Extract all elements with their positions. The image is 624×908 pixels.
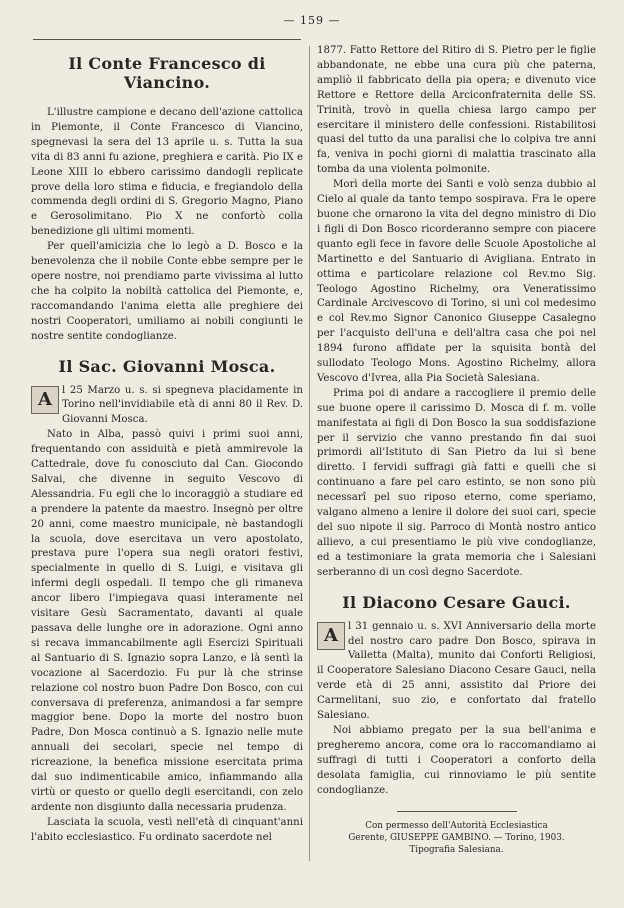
paragraph: Morì della morte dei Santi e volò senza dubbio al Cielo al quale da tanto tempo sospirava. Fra le opere buone che ornarono la vita del degno ministro di Dio i figli di Don Bosco ricorderanno sempre con piacere quanto egli fece in favore delle Scuole Apostoliche al Martinetto e del Santuario di Avigliana. Entrato in ottima e particolare relazione col Rev.mo Sig. Teologo Agostino Richelmy, ora Veneratissimo Cardinale Arcivescovo di Torino, si unì col medesimo e col Rev.mo Signor Canonico Giuseppe Casalegno per l'acquisto dell'una e dell'altra casa che poi nel 1894 furono affidate per la squisita bontà del sullodato Teologo Mons. Agostino Richelmy, allora Vescovo d'Ivrea, alla Pia Società Salesiana. [317,179,596,384]
paragraph: Prima poi di andare a raccogliere il premio delle sue buone opere il carissimo D. Mosca di f. m. volle manifestata ai figli di Don Bosco la sua soddisfazione per il servizio che vanno prestando fin dai suoi primordi all'Istituto di San Pietro da lui sì bene diretto. I fervidi suffragi già fatti e quelli che si continuano a fare pel caro estinto, se non sono più necessarî pel suo riposo eterno, come speriamo, valgano almeno a lenire il dolore dei suoi cari, specie del suo nipote il sig. Parroco di Montà nostro antico allievo, a cui presentiamo le più vive condoglianze, ed a testimoniare la grata memoria che i Salesiani serberanno di un così degno Sacerdote. [317,387,596,578]
footer-rule [397,811,517,812]
paragraph: Nato in Alba, passò quivi i primi suoi anni, frequentando con assiduità e pietà ammirevole la Cattedrale, dove fu conosciuto dal Can. Giocondo Salvai, che divenne in seguito Vescovo di Alessandria. Fu egli che lo incoraggiò a studiare ed a prendere la patente da maestro. Insegnò per oltre 20 anni, come maestro municipale, nè bastandogli la scuola, dove esercitava un vero apostolato, prestava pure l'opera sua negli oratori festivi, specialmente in quello di S. Luigi, e visitava gli infermi degli ospedali. Il tempo che gli rimaneva ancor libero l'impiegava quasi interamente nel visitare Gesù Sacramentato, davanti al quale passava delle lunghe ore in adorazione. Ogni anno si recava immancabilmente agli Esercizi Spirituali al Santuario di S. Ignazio sopra Lanzo, e là sentì la vocazione al Sacerdozio. Fu pur là che strinse relazione col nostro buon Padre Don Bosco, con cui conversava di preferenza, animandosi a far sempre maggior bene. Dopo la morte del nostro buon Padre, Don Mosca continuò a S. Ignazio nelle mute annuali dei secolari, specie nel tempo di ricreazione, la benefica missione esercitata prima dal suo indimenticabile amico, infiammando alla virtù or questo or quello degli esercitandi, con zelo ardente non disgiunto dalla necessaria prudenza. [31,429,303,813]
imprint-line: Tipografia Salesiana. [409,844,504,855]
obituary-title-mosca: Il Sac. Giovanni Mosca. [58,356,276,376]
imprint-line: Con permesso dell'Autorità Ecclesiastica [365,820,548,831]
paragraph-text: l 31 gennaio u. s. XVI Anniversario della morte del nostro caro padre Don Bosco, spirava in Valletta (Malta), munito dai Conforti Religiosi, il Cooperatore Salesiano Diacono Cesare Gauci, nella verde età di 25 anni, assistito dal Priore dei Carmelitani, suo zio, e confortato dal fratello Salesiano. [317,620,596,722]
header-rule [33,39,301,40]
page-number: — 159 — [283,14,341,27]
paragraph: Noi abbiamo pregato per la sua bell'anima e pregheremo ancora, come ora lo raccomandiamo ai suffragi di tutti i Cooperatori a conforto della desolata famiglia, cui rinnoviamo le più sentite condoglianze. [317,724,596,796]
dropcap: A [31,386,59,414]
paragraph: Lasciata la scuola, vestì nell'età di cinquant'anni l'abito ecclesiastico. Fu ordinato sacerdote nel [31,816,303,843]
paragraph: L'illustre campione e decano dell'azione cattolica in Piemonte, il Conte Francesco di Viancino, spegnevasi la sera del 13 aprile u. s. Tutta la sua vita di 83 anni fu azione, preghiera e carità. Pio IX e Leone XIII lo ebbero carissimo dandogli replicate prove della loro stima e fiducia, e fregiandolo della commenda degli ordini di S. Gregorio Magno, Piano e Gerosolimitano. Pio X ne confortò colla benedizione gli ultimi momenti. [31,107,303,238]
paragraph-with-dropcap [31,384,303,429]
right-column [317,44,596,856]
obituary-title-viancino: Il Conte Francesco di Viancino. [68,54,266,92]
column-divider [309,46,310,861]
paragraph-text: l 25 Marzo u. s. si spegneva placidamente in Torino nell'invidiabile età di anni 80 il Rev. D. Giovanni Mosca. [62,384,303,426]
paragraph: Per quell'amicizia che lo legò a D. Bosco e la benevolenza che il nobile Conte ebbe sempre per le opere nostre, noi prendiamo parte vivissima al lutto che ha colpito la nobiltà cattolica del Piemonte, e, raccomandando l'anima eletta alle preghiere dei nostri Cooperatori, umiliamo ai nobili congiunti le nostre sentite condoglianze. [31,241,303,342]
left-column [31,44,303,846]
dropcap: A [317,622,345,650]
paragraph: 1877. Fatto Rettore del Ritiro di S. Pietro per le figlie abbandonate, ne ebbe una cura più che paterna, ampliò il fabbricato della pia opera; e divenuto vice Rettore e Rettore della Arciconfraternita delle SS. Trinità, trovò in quella chiesa largo campo per esercitare il ministero delle confessioni. Ristabilitosi quasi del tutto da una paralisi che lo colpiva tre anni fa, veniva in pochi giorni di malattia trascinato alla tomba da una violenta polmonite. [317,45,596,176]
obituary-title-gauci: Il Diacono Cesare Gauci. [342,592,571,612]
paragraph-with-dropcap [317,620,596,724]
imprint-line: Gerente, GIUSEPPE GAMBINO. — Torino, 1903. [348,832,565,843]
